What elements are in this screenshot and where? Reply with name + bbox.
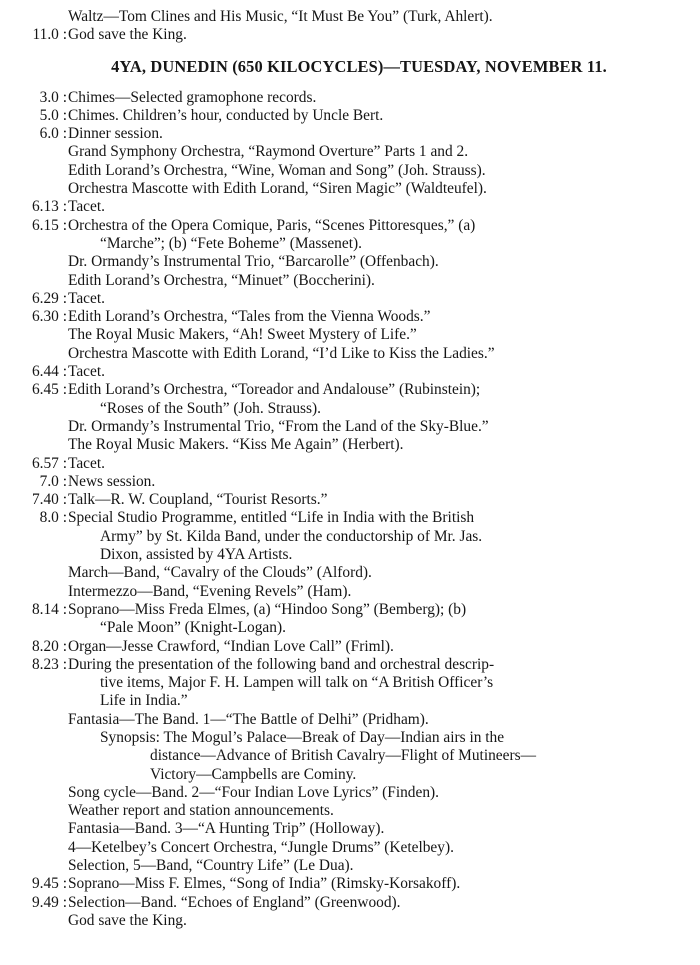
- programme-line: [0, 436, 700, 454]
- time-label: [0, 820, 68, 838]
- time-label: [0, 528, 68, 546]
- time-label: [0, 747, 68, 765]
- programme-line: [0, 217, 700, 235]
- programme-line: [0, 491, 700, 509]
- time-label: 7.40 :: [31, 491, 67, 509]
- programme-text: Soprano—Miss F. Elmes, “Song of India” (Rimsky-Korsakoff).: [68, 875, 461, 893]
- time-label: [0, 839, 68, 857]
- programme-text: tive items, Major F. H. Lampen will talk on “A British Officer’s: [100, 674, 494, 692]
- programme-list: [0, 89, 700, 931]
- time-label: [0, 326, 68, 344]
- programme-text: Tacet.: [68, 289, 105, 307]
- time-label: 6.44 :: [31, 363, 67, 381]
- programme-line: [0, 125, 700, 143]
- programme-text: God save the King.: [68, 26, 187, 44]
- programme-line: [0, 894, 700, 912]
- time-label: 6.0 :: [39, 125, 67, 143]
- programme-line: [0, 875, 700, 893]
- time-label: [0, 857, 68, 875]
- programme-line: [0, 107, 700, 125]
- programme-text: News session.: [68, 472, 156, 490]
- programme-line: [0, 747, 700, 765]
- programme-text: God save the King.: [68, 911, 187, 929]
- programme-text: “Roses of the South” (Joh. Strauss).: [100, 399, 322, 417]
- programme-text: The Royal Music Makers. “Kiss Me Again” (Herbert).: [68, 436, 404, 454]
- time-label: 6.13 :: [31, 198, 67, 216]
- time-label: [0, 619, 68, 637]
- time-label: [0, 692, 68, 710]
- time-label: [0, 345, 68, 363]
- programme-line: [0, 692, 700, 710]
- time-label: [0, 8, 68, 26]
- time-label: [0, 674, 68, 692]
- programme-line: [0, 345, 700, 363]
- time-label: 6.30 :: [31, 308, 67, 326]
- programme-line: [0, 198, 700, 216]
- programme-line: [0, 473, 700, 491]
- programme-text: The Royal Music Makers, “Ah! Sweet Mystery of Life.”: [68, 326, 417, 344]
- programme-text: Organ—Jesse Crawford, “Indian Love Call” (Friml).: [68, 637, 394, 655]
- time-label: [0, 143, 68, 161]
- programme-text: Chimes. Children’s hour, conducted by Uncle Bert.: [68, 106, 384, 124]
- programme-line: [0, 162, 700, 180]
- programme-line: [0, 326, 700, 344]
- time-label: [0, 802, 68, 820]
- time-label: 6.57 :: [31, 454, 67, 472]
- programme-line: [0, 784, 700, 802]
- programme-text: Life in India.”: [100, 692, 188, 710]
- programme-line: [0, 308, 700, 326]
- programme-line: [0, 546, 700, 564]
- programme-text: Dr. Ormandy’s Instrumental Trio, “From the Land of the Sky-Blue.”: [68, 417, 489, 435]
- time-label: 6.29 :: [31, 289, 67, 307]
- programme-line: [0, 455, 700, 473]
- time-label: [0, 766, 68, 784]
- time-label: 3.0 :: [39, 88, 67, 106]
- programme-line: [0, 400, 700, 418]
- programme-line: [0, 509, 700, 527]
- programme-line: [0, 674, 700, 692]
- programme-line: [0, 564, 700, 582]
- programme-line: [0, 638, 700, 656]
- time-label: 6.15 :: [31, 216, 67, 234]
- programme-text: Waltz—Tom Clines and His Music, “It Must Be You” (Turk, Ahlert).: [68, 8, 493, 25]
- programme-line: [0, 418, 700, 436]
- programme-text: Selection—Band. “Echoes of England” (Greenwood).: [68, 893, 401, 911]
- programme-line: [0, 143, 700, 161]
- programme-text: distance—Advance of British Cavalry—Flight of Mutineers—: [150, 747, 536, 765]
- programme-text: Song cycle—Band. 2—“Four Indian Love Lyrics” (Finden).: [68, 783, 440, 801]
- programme-line: [0, 528, 700, 546]
- programme-text: 4—Ketelbey’s Concert Orchestra, “Jungle Drums” (Ketelbey).: [68, 838, 454, 856]
- programme-text: Dr. Ormandy’s Instrumental Trio, “Barcarolle” (Offenbach).: [68, 253, 439, 271]
- time-label: [0, 180, 68, 198]
- programme-text: Tacet.: [68, 454, 105, 472]
- time-label: [0, 235, 68, 253]
- time-label: 8.23 :: [31, 655, 67, 673]
- programme-line: [0, 253, 700, 271]
- programme-line: [0, 839, 700, 857]
- programme-text: March—Band, “Cavalry of the Clouds” (Alford).: [68, 564, 372, 582]
- programme-text: Orchestra Mascotte with Edith Lorand, “I’d Like to Kiss the Ladies.”: [68, 344, 495, 362]
- programme-text: Edith Lorand’s Orchestra, “Wine, Woman and Song” (Joh. Strauss).: [68, 161, 486, 179]
- programme-text: Tacet.: [68, 198, 105, 216]
- programme-line: [0, 8, 700, 26]
- programme-text: Special Studio Programme, entitled “Life in India with the British: [68, 509, 475, 527]
- time-label: 8.14 :: [31, 600, 67, 618]
- programme-line: [0, 619, 700, 637]
- programme-text: Synopsis: The Mogul’s Palace—Break of Day—Indian airs in the: [100, 728, 505, 746]
- programme-text: During the presentation of the following band and orchestral descrip-: [68, 655, 495, 673]
- programme-line: [0, 381, 700, 399]
- programme-line: [0, 601, 700, 619]
- programme-text: “Marche”; (b) “Fete Boheme” (Massenet).: [100, 234, 362, 252]
- time-label: 9.49 :: [31, 893, 67, 911]
- programme-line: [0, 89, 700, 107]
- programme-line: [0, 272, 700, 290]
- time-label: [0, 583, 68, 601]
- programme-line: [0, 729, 700, 747]
- time-label: 6.45 :: [31, 381, 67, 399]
- programme-text: Edith Lorand’s Orchestra, “Toreador and Andalouse” (Rubinstein);: [68, 381, 481, 399]
- time-label: [0, 711, 68, 729]
- programme-text: Tacet.: [68, 363, 105, 381]
- time-label: 7.0 :: [39, 472, 67, 490]
- programme-line: [0, 26, 700, 44]
- time-label: 8.0 :: [39, 509, 67, 527]
- programme-line: [0, 711, 700, 729]
- programme-text: Chimes—Selected gramophone records.: [68, 88, 317, 106]
- programme-text: Dixon, assisted by 4YA Artists.: [100, 546, 293, 564]
- time-label: [0, 784, 68, 802]
- time-label: [0, 912, 68, 930]
- programme-line: [0, 656, 700, 674]
- programme-line: [0, 802, 700, 820]
- programme-line: [0, 912, 700, 930]
- station-heading: 4YA, DUNEDIN (650 KILOCYCLES)—TUESDAY, NOVEMBER 11.: [111, 56, 607, 76]
- programme-text: Orchestra of the Opera Comique, Paris, “Scenes Pittoresques,” (a): [68, 216, 476, 234]
- programme-line: [0, 180, 700, 198]
- programme-text: Army” by St. Kilda Band, under the conductorship of Mr. Jas.: [100, 527, 483, 545]
- time-label: [0, 564, 68, 582]
- time-label: [0, 729, 68, 747]
- programme-text: Grand Symphony Orchestra, “Raymond Overture” Parts 1 and 2.: [68, 143, 469, 161]
- programme-text: Dinner session.: [68, 125, 163, 143]
- programme-text: Edith Lorand’s Orchestra, “Tales from the Vienna Woods.”: [68, 308, 431, 326]
- time-label: 11.0 :: [32, 26, 67, 44]
- programme-text: Victory—Campbells are Cominy.: [150, 765, 357, 783]
- programme-line: [0, 820, 700, 838]
- programme-line: [0, 583, 700, 601]
- programme-text: Fantasia—Band. 3—“A Hunting Trip” (Holloway).: [68, 820, 385, 838]
- programme-text: Fantasia—The Band. 1—“The Battle of Delhi” (Pridham).: [68, 710, 429, 728]
- programme-line: [0, 235, 700, 253]
- time-label: [0, 546, 68, 564]
- programme-text: Edith Lorand’s Orchestra, “Minuet” (Boccherini).: [68, 271, 375, 289]
- programme-text: Soprano—Miss Freda Elmes, (a) “Hindoo Song” (Bemberg); (b): [68, 600, 467, 618]
- programme-line: [0, 363, 700, 381]
- time-label: 5.0 :: [39, 106, 67, 124]
- programme-text: Selection, 5—Band, “Country Life” (Le Dua).: [68, 857, 354, 875]
- time-label: [0, 272, 68, 290]
- time-label: [0, 162, 68, 180]
- time-label: [0, 418, 68, 436]
- programme-line: [0, 766, 700, 784]
- programme-text: “Pale Moon” (Knight-Logan).: [100, 619, 286, 637]
- programme-text: Weather report and station announcements.: [68, 802, 334, 820]
- programme-text: Talk—R. W. Coupland, “Tourist Resorts.”: [68, 491, 328, 509]
- programme-line: [0, 290, 700, 308]
- programme-text: Orchestra Mascotte with Edith Lorand, “Siren Magic” (Waldteufel).: [68, 180, 487, 198]
- time-label: 9.45 :: [31, 875, 67, 893]
- programme-text: Intermezzo—Band, “Evening Revels” (Ham).: [68, 582, 352, 600]
- time-label: [0, 253, 68, 271]
- time-label: [0, 400, 68, 418]
- programme-line: [0, 857, 700, 875]
- time-label: [0, 436, 68, 454]
- time-label: 8.20 :: [31, 637, 67, 655]
